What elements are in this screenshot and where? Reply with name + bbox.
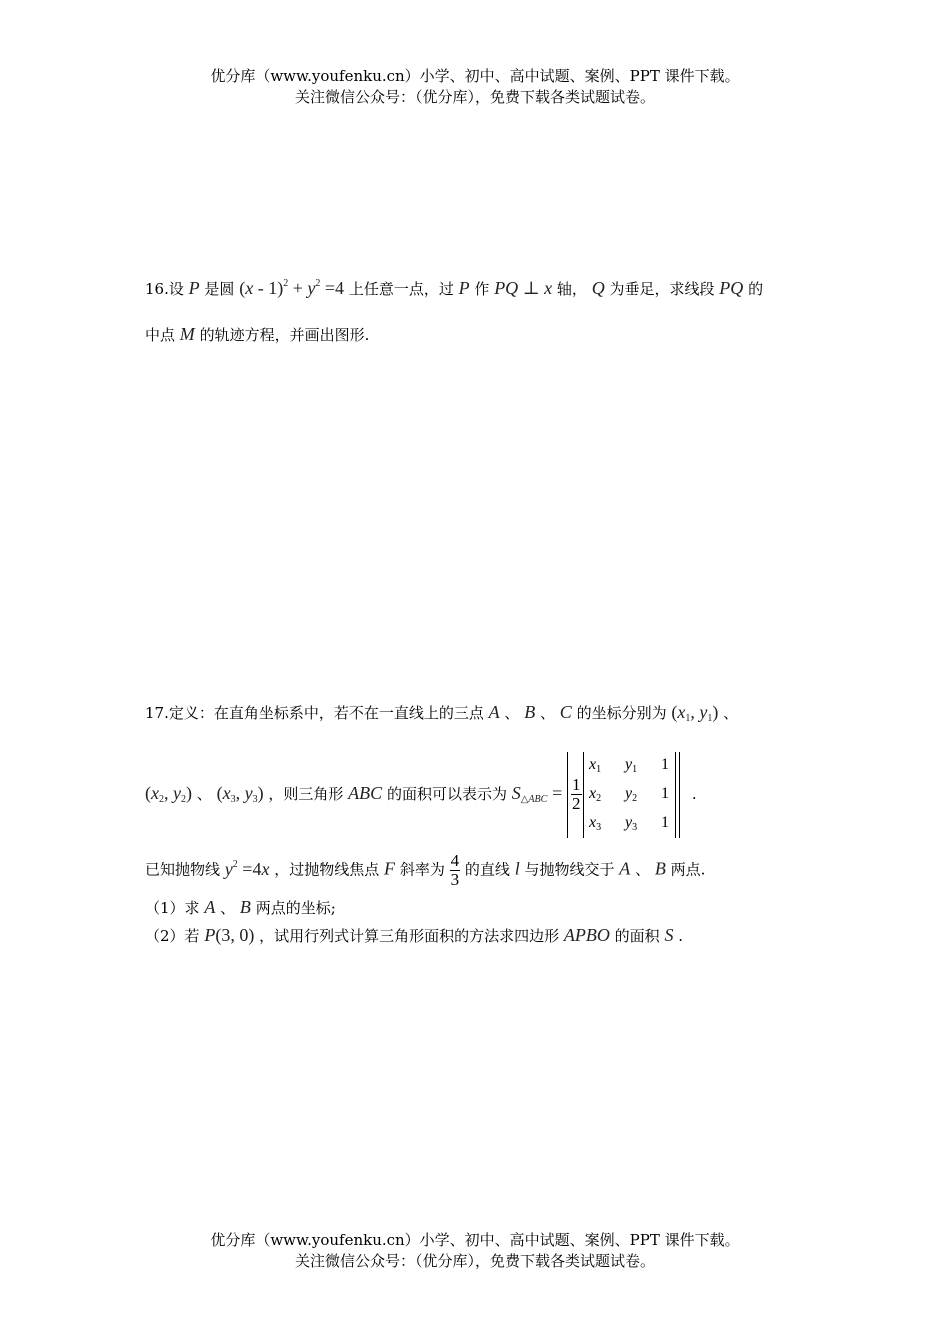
fraction-one-half: $\frac{1}{2}$	[572, 775, 581, 813]
math-point-1: ($x_1$, $y_1$)	[671, 702, 719, 724]
math-point-3: ($x_3$, $y_3$)	[216, 783, 264, 805]
math-S-ABC: $S_{\triangle ABC}$	[511, 783, 548, 805]
header-line-1: 优分库（www.youfenku.cn）小学、初中、高中试题、案例、PPT 课件下载。	[210, 67, 740, 85]
math-P: P	[188, 278, 200, 298]
footer-line-2: 关注微信公众号：（优分库），免费下载各类试题试卷。	[294, 1252, 655, 1270]
q16-line-1: 16.设 P 是圆 $(x - 1)^2 + y^2 =4$ 上任意一点，过 P 作 PQ ⊥ x 轴， Q 为垂足，求线段 PQ 的	[145, 278, 764, 298]
math-PQ-perp-x: PQ ⊥ x	[494, 278, 553, 298]
q17-sub-2: （2）若 P(3, 0) ，试用行列式计算三角形面积的方法求四边形 APBO 的面积 S .	[145, 925, 684, 945]
math-circle-equation: $(x - 1)^2 + y^2 =4$	[239, 278, 345, 298]
area-determinant: $\frac{1}{2}$ $x_1$ $y_1$ 1 $x_2$ $y_2$ 1 $x_3$ $y_3$ 1	[567, 752, 687, 838]
fraction-four-thirds: $\frac{4}{3}$	[450, 851, 460, 889]
header-line-2: 关注微信公众号：（优分库），免费下载各类试题试卷。	[294, 88, 655, 106]
math-parabola: $y^2 =4x$	[224, 858, 270, 879]
q17-line-3: 已知抛物线 $y^2 =4x$ ，过抛物线焦点 F 斜率为 $\frac{4}{3}$ 的直线 l 与抛物线交于 A 、 B 两点.	[145, 851, 706, 889]
math-point-P: P(3, 0)	[204, 925, 255, 945]
q16-line-2: 中点 M 的轨迹方程，并画出图形.	[145, 324, 370, 344]
page-header	[0, 66, 950, 108]
page-footer	[0, 1230, 950, 1272]
q17-line-2: ($x_2$, $y_2$) 、 ($x_3$, $y_3$) ，则三角形 ABC 的面积可以表示为 $S_{\triangle ABC}$ = $\frac{1}{2}$ $x_1$ $y_1$ 1 $x_2$ $y_2$ 1 $x_3$ $y_3$ 1 .	[145, 752, 697, 838]
q17-line-1: 17.定义：在直角坐标系中，若不在一直线上的三点 A 、 B 、 C 的坐标分别为 ($x_1$, $y_1$) 、	[145, 702, 739, 724]
math-point-2: ($x_2$, $y_2$)	[145, 783, 192, 805]
footer-line-1: 优分库（www.youfenku.cn）小学、初中、高中试题、案例、PPT 课件下载。	[210, 1231, 740, 1249]
q17-sub-1: （1）求 A 、 B 两点的坐标;	[145, 897, 336, 917]
